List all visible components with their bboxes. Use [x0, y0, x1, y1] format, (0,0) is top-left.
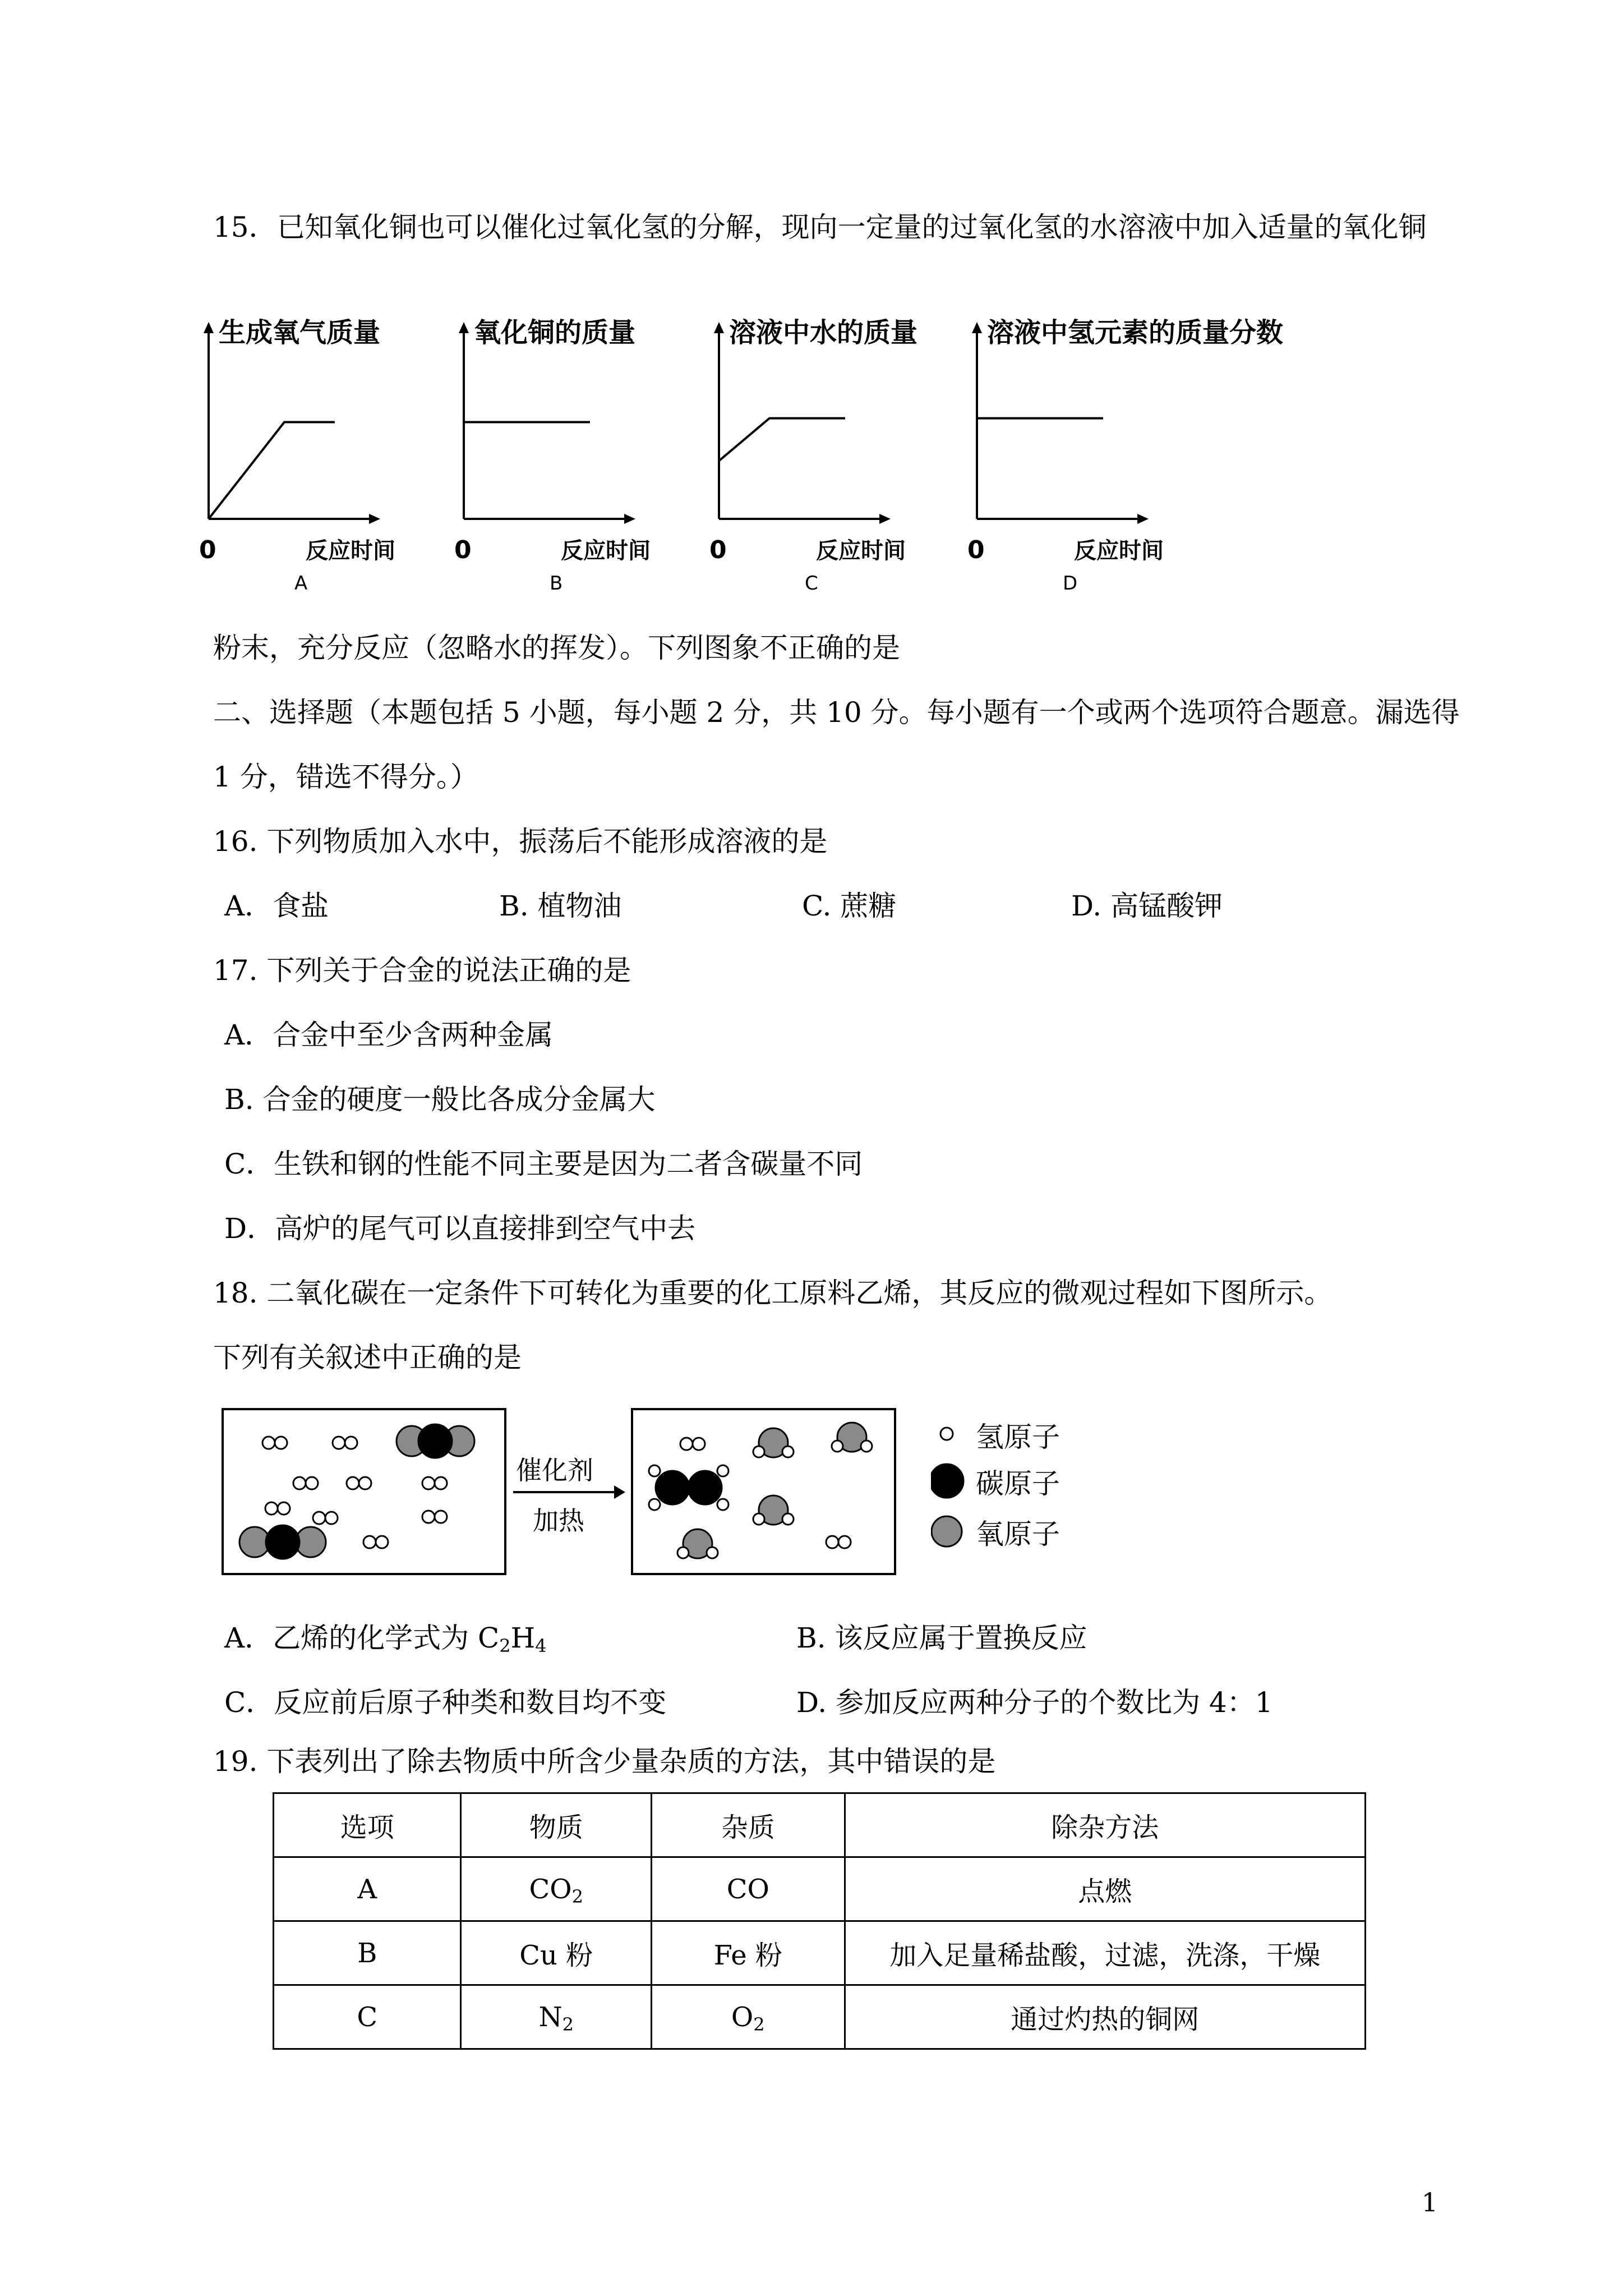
impurity-table — [273, 1792, 1366, 2050]
legend-hydrogen: 氢原子 — [976, 1421, 1060, 1453]
graph-b-letter: B — [550, 572, 563, 595]
condition-catalyst: 催化剂 — [516, 1455, 593, 1485]
graph-b-xlabel: 反应时间 — [561, 538, 651, 564]
reactants-box — [222, 1408, 506, 1575]
q19-stem: 19. 下表列出了除去物质中所含少量杂质的方法，其中错误的是 — [213, 1745, 996, 1778]
q18-option-b: B. 该反应属于置换反应 — [796, 1622, 1087, 1654]
q18-stem2: 下列有关叙述中正确的是 — [213, 1341, 522, 1374]
q17-option-c: C．生铁和钢的性能不同主要是因为二者含碳量不同 — [224, 1148, 863, 1180]
reaction-arrow — [510, 1481, 628, 1503]
x-axis-arrow — [624, 514, 635, 524]
header-impurity: 杂质 — [652, 1793, 845, 1857]
hydrogen-atom-icon — [940, 1428, 953, 1440]
graph-b-origin: 0 — [454, 536, 472, 564]
products-svg — [633, 1410, 894, 1573]
q18-stem: 18. 二氧化碳在一定条件下可转化为重要的化工原料乙烯，其反应的微观过程如下图所示。 — [213, 1277, 1332, 1309]
row-c-method: 通过灼热的铜网 — [845, 1985, 1365, 2049]
graph-b — [454, 314, 721, 606]
graph-a-origin: 0 — [199, 536, 216, 564]
graph-a-letter: A — [294, 572, 308, 595]
y-axis-arrow — [204, 322, 214, 333]
x-axis-arrow — [369, 514, 380, 524]
table-row — [274, 1857, 1366, 1921]
graph-c-ylabel: 溶液中水的质量 — [729, 317, 918, 348]
graph-c — [709, 314, 976, 606]
row-a-method: 点燃 — [845, 1857, 1365, 1921]
x-axis-arrow — [1137, 514, 1149, 524]
legend-symbols — [931, 1419, 976, 1565]
graph-b-ylabel: 氧化铜的质量 — [474, 317, 636, 348]
graph-c-letter: C — [805, 572, 818, 595]
q17-option-d: D．高炉的尾气可以直接排到空气中去 — [224, 1212, 696, 1245]
x-axis-arrow — [879, 514, 891, 524]
q17-stem: 17. 下列关于合金的说法正确的是 — [213, 954, 631, 987]
row-b-method: 加入足量稀盐酸，过滤，洗涤，干燥 — [845, 1921, 1365, 1985]
legend-oxygen: 氧原子 — [976, 1518, 1060, 1550]
q18-option-a: A．乙烯的化学式为 $C_2H_4$ — [224, 1622, 547, 1657]
graph-a — [199, 314, 465, 606]
q16-option-c: C. 蔗糖 — [802, 890, 897, 922]
row-c-substance: $N_2$ — [461, 1985, 652, 2049]
q16-stem: 16. 下列物质加入水中，振荡后不能形成溶液的是 — [213, 825, 828, 858]
table-row — [274, 1985, 1366, 2049]
header-substance: 物质 — [461, 1793, 652, 1857]
q18-option-d: D. 参加反应两种分子的个数比为 4：1 — [796, 1686, 1273, 1719]
graph-a-xlabel: 反应时间 — [306, 538, 395, 564]
table-header-row — [274, 1793, 1366, 1857]
section2-line1: 二、选择题（本题包括 5 小题，每小题 2 分，共 10 分。每小题有一个或两个选项符合题意。漏选得 — [213, 696, 1460, 729]
oxygen-atom-icon — [932, 1516, 962, 1547]
graph-d-letter: D — [1063, 572, 1078, 595]
row-c-impurity: $O_2$ — [652, 1985, 845, 2049]
graph-a-ylabel: 生成氧气质量 — [219, 317, 381, 348]
q15-stem-cont: 粉末，充分反应（忽略水的挥发）。下列图象不正确的是 — [213, 632, 900, 664]
condition-heat: 加热 — [533, 1506, 584, 1536]
graph-d-origin: 0 — [967, 536, 985, 564]
q16-option-b: B. 植物油 — [499, 890, 622, 922]
q17-option-b: B. 合金的硬度一般比各成分金属大 — [224, 1083, 656, 1116]
row-a-impurity: CO — [652, 1857, 845, 1921]
reactants-svg — [224, 1410, 504, 1573]
q16-option-a: A．食盐 — [224, 890, 329, 922]
q15-stem: 15．已知氧化铜也可以催化过氧化氢的分解，现向一定量的过氧化氢的水溶液中加入适量的氧化铜 — [213, 211, 1427, 243]
legend-carbon: 碳原子 — [976, 1467, 1060, 1500]
carbon-atom-icon — [931, 1464, 963, 1498]
data-line — [209, 422, 335, 519]
products-box — [631, 1408, 896, 1575]
header-method: 除杂方法 — [845, 1793, 1365, 1857]
row-b-substance: Cu 粉 — [461, 1921, 652, 1985]
header-option: 选项 — [274, 1793, 461, 1857]
row-a-option: A — [274, 1857, 461, 1921]
row-c-option: C — [274, 1985, 461, 2049]
row-b-impurity: Fe 粉 — [652, 1921, 845, 1985]
table-row — [274, 1921, 1366, 1985]
section2-line2: 1 分，错选不得分。） — [213, 761, 478, 793]
graph-d — [967, 314, 1284, 606]
q18-option-c: C．反应前后原子种类和数目均不变 — [224, 1686, 667, 1719]
row-b-option: B — [274, 1921, 461, 1985]
graph-d-ylabel: 溶液中氢元素的质量分数 — [987, 317, 1284, 348]
graph-d-xlabel: 反应时间 — [1074, 538, 1164, 564]
page-number: 1 — [1421, 2187, 1438, 2217]
graph-c-xlabel: 反应时间 — [816, 538, 906, 564]
q17-option-a: A．合金中至少含两种金属 — [224, 1019, 554, 1051]
graph-c-origin: 0 — [709, 536, 727, 564]
ethylene-molecule — [649, 1465, 728, 1510]
q16-option-d: D. 高锰酸钾 — [1071, 890, 1223, 922]
row-a-substance: $CO_2$ — [461, 1857, 652, 1921]
data-line — [719, 418, 845, 461]
